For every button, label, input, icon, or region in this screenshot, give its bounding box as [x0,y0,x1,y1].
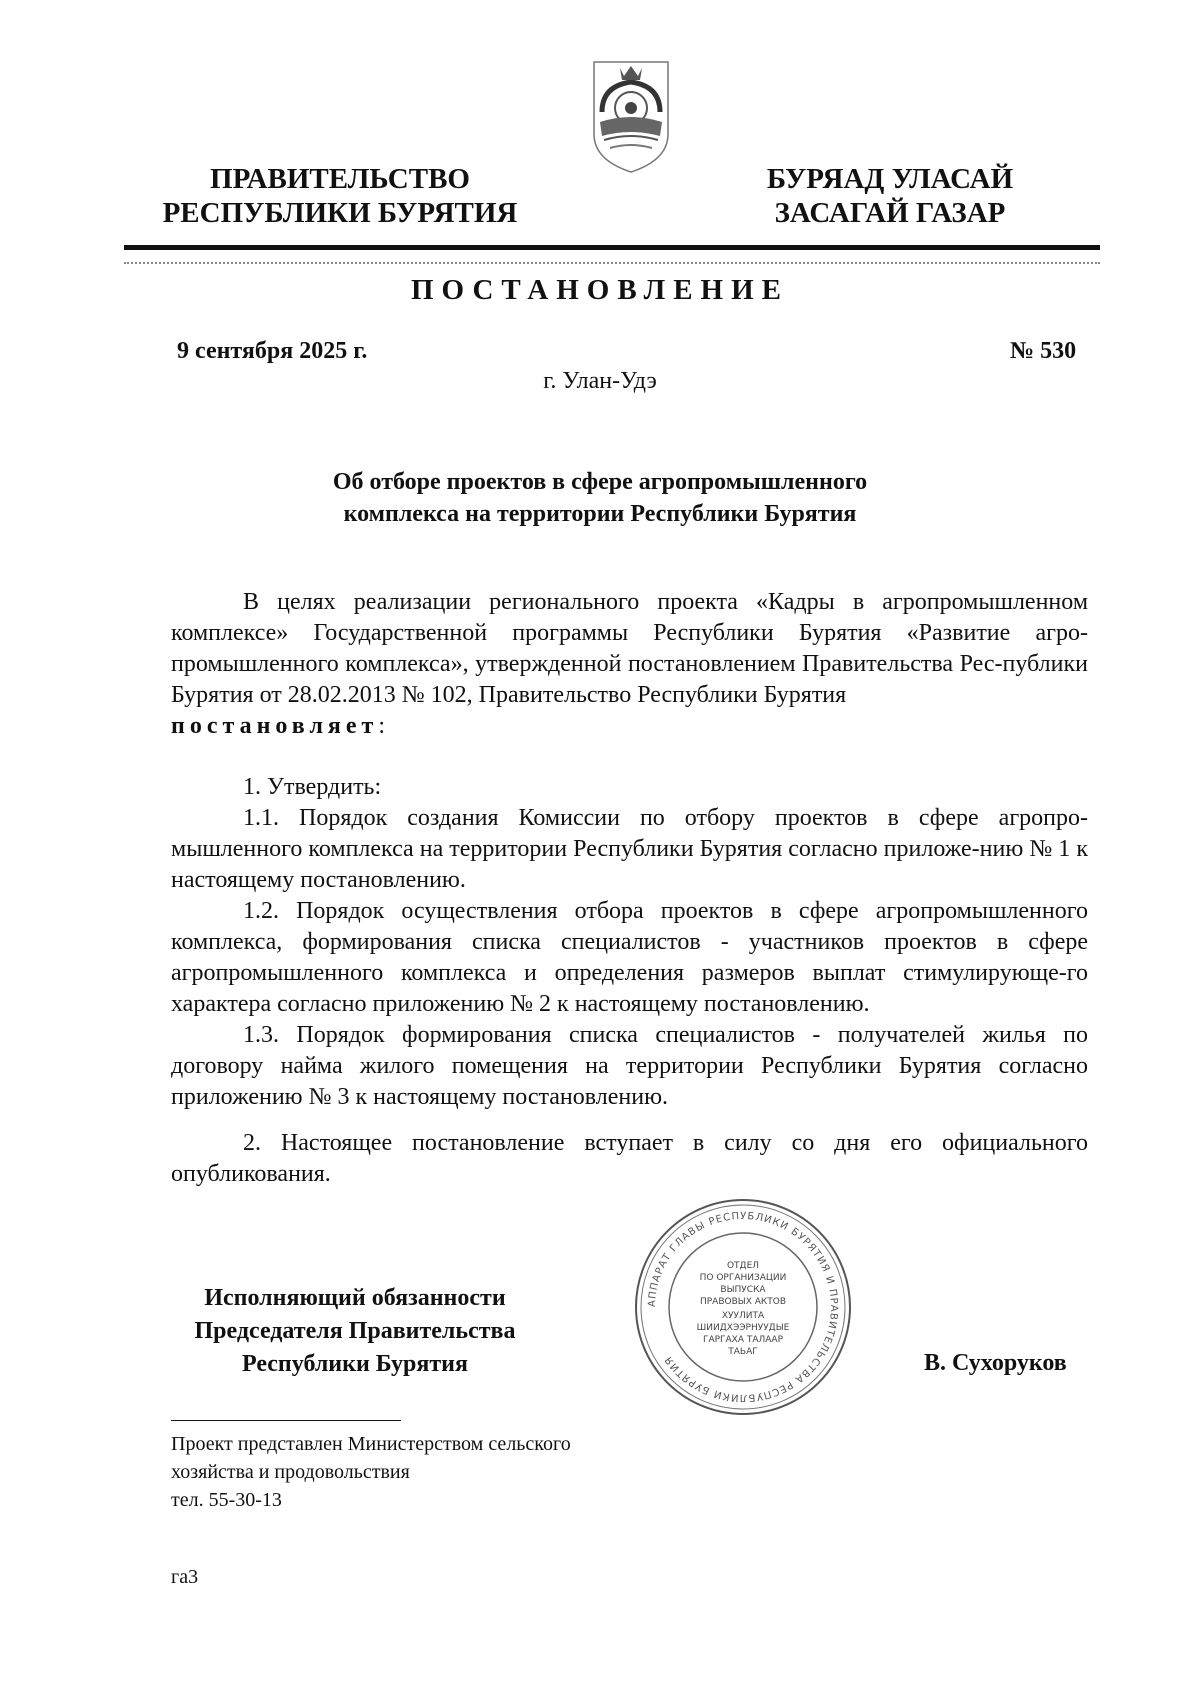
footnote-line1: Проект представлен Министерством сельского [171,1433,571,1455]
clause-1-2: 1.2. Порядок осуществления отбора проектов в сфере агропромышленного комплекса, формирования списка специалистов - участников проектов в сфере агропромышленного комплекса и определения размеров выплат стимулирующе-го характера согласно приложению № 2 к настоящему постановлению. [171,898,1088,1017]
title-line2: комплекса на территории Республики Бурятия [343,501,857,527]
seal-line3: ВЫПУСКА [720,1285,766,1295]
footnote-line2: хозяйства и продовольствия [171,1461,410,1483]
footnote [171,1430,571,1514]
coat-of-arms-icon [590,56,672,174]
seal-line5: ХУУЛИТА [721,1311,765,1321]
title-line1: Об отборе проектов в сфере агропромышленного [332,469,868,495]
footnote-phone: тел. 55-30-13 [171,1489,282,1511]
position-line2: Председателя Правительства [194,1318,516,1344]
clause-2-block [171,1128,1088,1190]
seal-ring-text: АППАРАТ ГЛАВЫ РЕСПУБЛИКИ БУРЯТИЯ И ПРАВИТЕЛЬСТВА РЕСПУБЛИКИ БУРЯТИЯ [646,1210,840,1404]
seal-line2: ПО ОРГАНИЗАЦИИ [699,1273,787,1283]
clause-1-1: 1.1. Порядок создания Комиссии по отбору проектов в сфере агропро-мышленного комплекса на территории Республики Бурятия согласно приложе-нию № 1 к настоящему постановлению. [171,805,1088,893]
preamble [171,587,1088,742]
clause-2: 2. Настоящее постановление вступает в силу со дня его официального опубликования. [171,1130,1088,1187]
footnote-rule [171,1420,401,1421]
document-city: г. Улан-Удэ [543,368,657,394]
clause-1: 1. Утвердить: [243,774,382,800]
header-dotted-rule [124,262,1100,264]
document-code: га3 [171,1566,199,1588]
position-line3: Республики Бурятия [241,1351,468,1377]
resolves-colon: : [378,713,385,739]
issuer-bu-line1: БУРЯАД УЛАСАЙ [766,163,1014,195]
clause-1-3: 1.3. Порядок формирования списка специалистов - получателей жилья по договору найма жилого помещения на территории Республики Бурятия согласно приложению № 3 к настоящему постановлению. [171,1022,1088,1110]
issuer-ru-line1: ПРАВИТЕЛЬСТВО [210,163,470,195]
preamble-text: В целях реализации регионального проекта «Кадры в агропромышленном комплексе» Государственной программы Республики Бурятия «Развитие агро-промышленного комплекса», утвержденной постановлением Правительства Рес-публики Бурятия от 28.02.2013 № 102, Правительство Республики Бурятия [171,589,1088,708]
official-seal-icon [632,1196,854,1418]
seal-line6: ШИИДХЭЭРНУУДЫЕ [696,1323,790,1333]
header-rule [124,245,1100,250]
issuer-ru-line2: РЕСПУБЛИКИ БУРЯТИЯ [162,197,518,229]
position-line1: Исполняющий обязанности [204,1285,506,1311]
signatory-name: В. Сухоруков [924,1350,1067,1376]
issuer-bu-line2: ЗАСАГАЙ ГАЗАР [774,197,1006,229]
resolves-word: постановляет [171,713,379,739]
document-type: ПОСТАНОВЛЕНИЕ [410,274,789,306]
seal-line4: ПРАВОВЫХ АКТОВ [699,1297,787,1307]
seal-line1: ОТДЕЛ [726,1261,760,1271]
signatory-position [150,1282,560,1381]
document-title [240,466,960,530]
document-date: 9 сентября 2025 г. [177,338,368,364]
clauses [171,772,1088,1113]
seal-line7: ГАРГАХА ТАЛААР [702,1335,784,1345]
issuer-name-buryat [740,162,1040,230]
document-number: № 530 [1010,338,1077,364]
seal-line8: ТАЬАГ [728,1347,758,1357]
issuer-name-russian [150,162,530,230]
